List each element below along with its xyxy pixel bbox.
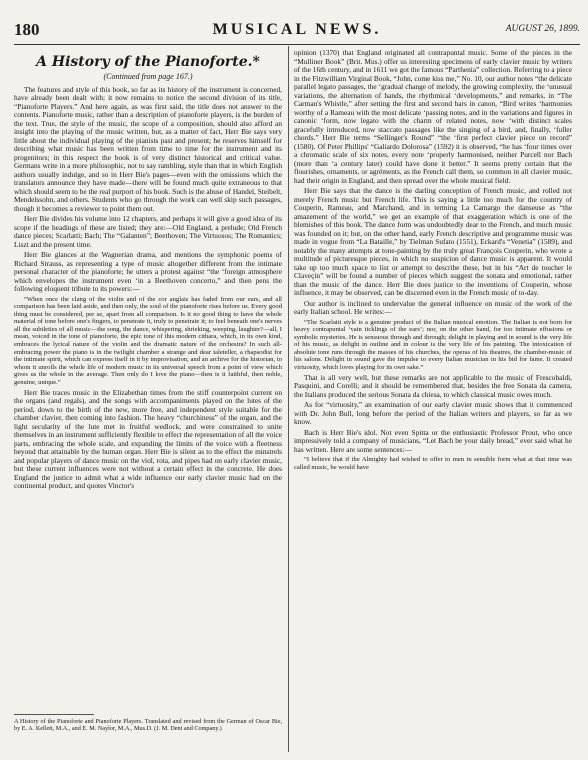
page-number: 180 <box>14 20 40 39</box>
header-rule <box>14 44 580 45</box>
right-column <box>294 49 572 473</box>
paragraph: Herr Bie divides his volume into 12 chapters, and perhaps it will give a good idea of its scope if the headings of these are listed; they are:—Old England, a prelude; Old French dance pieces; Scarlatti; Bach; The “Galanten”; Beethoven; The Virtuosos; The Romantics; Liszt and the present time. <box>14 214 282 249</box>
paragraph: Herr Bie says that the dance is the darling conception of French music, and rolled not merely French music but French life. This is saying a little too much for the country of Couperin, Rameau, and Marchand, and in terming La Camargo the danseuse as “the amazement of the world,” we get an example of that exaggeration which is one of the blemishes of this book. The dance form was undoubtedly dear to the French, and much music was founded on it; but, on the other hand, early French descriptive and programme music was made in vogue from “La Bataille,” by Tielman Sufato (1551), Eckard's “Venetia” (1589), and notably the many attempts at tone-painting by the truly great François Couperin, who wrote a multitude of picturesque pieces, in which no suspicion of dance music is apparent. It would take up too much space to list or attempt to describe these, but in his “Art de toucher le Claveçin” will be found a number of pieces which suggest the sonata and emotional, rather than the music of the dance. Herr Bie does justice to the inventions of Couperin, whose influence, it may be observed, can be discerned even in the French music of to-day. <box>294 186 572 297</box>
issue-date: AUGUST 26, 1899. <box>505 24 580 34</box>
paragraph: Herr Bie traces music in the Elizabethan times from the stiff counterpoint current on the organs (and regals), and the songs with accompaniments played on the lutes of the period, down to the birth of the new, more free, and independent style suitable for the chamber clavier, then coming into fashion. The heavy “churchiness” of the organ, and the light secularity of the lute met in fruitful wedlock, and were constrained to unite themselves in an instrument sufficiently flexible to effect the representation of all the voice parts, embracing the whole scale, and expanding the limits of the voice with a fleetness beyond that attainable by the human organ. Herr Bie is silent as to the effect the minstrels and popular players of dance music on the viol, rota, and pipes had on early clavier music, but these current influences were not without a certain effect in the concrete. He does England the justice to admit what a wide influence our early clavier music had on the continental product, and quotes Vinctor's <box>14 387 282 491</box>
paragraph: The features and style of this book, so far as its history of the instrument is concerned, have already been dealt with; it now remains to notice the second division of its title, “Pianoforte Players.” And here again, as was first said, the title does not answer to the contents. Pianoforte music, rather than a description of pianoforte players, is the burden of the text. True, the style of the music, the scope of a composition, should also afford an insight into the playing of the music written, but, as a matter of fact, Herr Bie says very little about the individual playing of the pianists past and present; he reserves himself for describing what music has been written from time to time for the instrument and its progenitors; in this respect the book is of very distinct historical and critical value. Germans write in a more philosophic, not to say rambling, style than that in which English authors usually indulge, and so in Herr Bie's pages—even with the omissions which the translators announce they have made—there will be found much quite extraneous to that which should seem to be the real purport of his book. Such is the abuse of Handel, Steibelt, Mendelssohn, and others. Students who go through the work can well skip such passages, though it becomes a reviewer to point them out. <box>14 84 282 213</box>
journal-title: MUSICAL NEWS. <box>212 21 382 38</box>
block-quote: “When once the clang of the violin and of the cor anglais has faded from our ears, and all comparison has been laid aside, and then only, the soul of the pianoforte rises before us. Every good thing must be considered, per se, apart from all comparison. Is it no good thing to have the whole material of tone before one's fingers, to penetrate it, truly to penetrate it; to feel beneath one's nerves all the subtleties of all music—the song, the dance, whispering, shrieking, weeping, laughter?—all, I mean, voiced in the tone of pianoforte, the epic tone of this modern cithara, which, in its own kind, embraces the lyrical nature of the violin and the dramatic nature of the orchestra? In such all-embracing power the piano is in the twilight chamber a strange and dear taleteller, a rhapsodist for the intimate spirit, which can express itself in it by improvisation, and an archive for the historian, to whom it unrolls the whole life of modern music in its universal speech from a point of view which gives us the whole in the average. Then only do I love the piano—then is it faithful, then noble, genuine, unique.” <box>14 295 282 387</box>
footnote: A History of the Pianoforte and Pianoforte Players. Translated and revised from the German of Oscar Bie, by E. A. Kellett, M.A., and E. M. Naylor, M.A., Mus.D. (J. M. Dent and Company.) <box>14 718 282 733</box>
block-quote: “I believe that if the Almighty had wished to offer to men in sensible form what at that time was called music, he would have <box>294 456 572 471</box>
paragraph: opinion (1370) that England originated all contrapuntal music. Some of the pieces in the “Mulliner Book” (Brit. Mus.) offer us interesting specimens of early clavier music by writers of the 16th century, and in 1611 we got the famous “Parthenia” collection. Referring to a piece in the Fitzwilliam Virginal Book, “John, come kiss me,” No. 10, our author notes “the delicate parallel legato passages, the ‘gradual change of melody, the growing complexity, the ‘unusual variations, the alternation of hands, the rhythmical ‘developments,” and remarks, in “The Carman's Whistle,” after setting the first and second bars in canon, “Bird writes ‘harmonies worthy of a Rameau with the most delicate ‘passing notes, and in the variations and figures in canonic ‘form, now legato with the charm of related notes, now ‘with distinct scales gracefully introduced, now staccato passages like the singing of a bird, and, finally, ‘fuller chords.” Herr Bie terms “Sellinger's Round” “the ‘first perfect clavier piece on record” (1580). Of Peter Phillips' “Galiardo Dolorosa” (1592) it is observed, “he has ‘four times over a chromatic scale of six notes, every note ‘properly harmonised, neither Purcell nor Bach (more than ‘a century later) could have done it better.” It seems pretty certain that the flourishes, ornaments, or agréments, as the French call them, so common in all clavier music, had their origin in England, and then spread over the whole musical field. <box>294 48 572 185</box>
paragraph: As for “virtuosity,” an examination of our early clavier music shows that it commenced with Dr. John Bull, long before the period of the Italian writers and players, so far as we know. <box>294 400 572 427</box>
column-divider <box>288 46 289 752</box>
paragraph: Our author is inclined to undervalue the general influence on music of the work of the early Italian school. He writes:— <box>294 298 572 316</box>
left-column <box>14 49 282 493</box>
block-quote: “The Scarlatti style is a genuine product of the Italian musical emotion. The Italian is not born for heavy contrapuntal ‘vain ticklings of the ears’; nor, on the other hand, for too intimate effusions or symbolic mysteries. He is sensuous through and through; delight in playing and in sound is the very life of his music, as delight in outline and in colour is the very life of his painting. The intoxication of absolute tone runs through the masses of his churches, the operas of his theatres, the chamber-music of his salons. Delight in sound gave the impulse to every Italian musician in his bid for fame. It created virtuosity, which loves playing for its own sake.” <box>294 318 572 372</box>
article-title: A History of the Pianoforte.* <box>36 54 260 70</box>
paragraph: Herr Bie glances at the Wagnerian drama, and mentions the symphonic poems of Richard Strauss, as representing a type of music altogether different from the intimate personal character of the pianoforte; he utters a protest against “the ‘foreign atmosphere which envelopes the instrument even ‘in a Beethoven concerto,” and then pens the following eloquent tribute to its powers:— <box>14 250 282 293</box>
paragraph: Bach is Herr Bie's idol. Not even Spitta or the enthusiastic Professor Prout, who once impressively told a company of musicians, “Let Bach be your daily bread,” ever said what he has written. Here are some sentences:— <box>294 427 572 454</box>
paragraph: That is all very well, but these remarks are not applicable to the music of Frescobaldi, Pasquini, and Corelli; and it should be remembered that, besides the free Sonata da camera, the Italians produced the serious Sonata da chiesa, to which classical music owes much. <box>294 372 572 399</box>
footnote-rule <box>14 714 94 715</box>
page-header <box>14 20 580 40</box>
continued-note: (Continued from page 167.) <box>103 72 193 81</box>
